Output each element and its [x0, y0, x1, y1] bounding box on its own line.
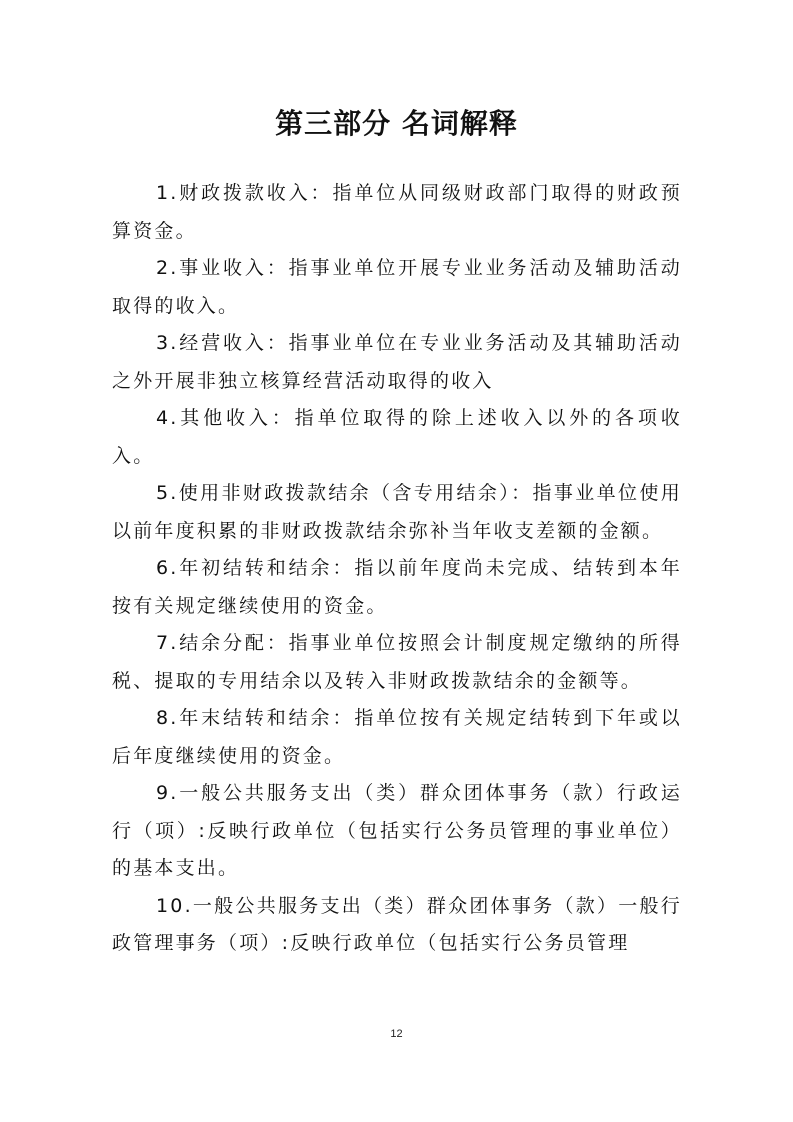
glossary-item-7: 7.结余分配：指事业单位按照会计制度规定缴纳的所得税、提取的专用结余以及转入非财政拨款结余的金额等。	[112, 632, 682, 692]
page-title: 第三部分 名词解释	[275, 107, 518, 140]
page-number: 12	[390, 1028, 403, 1040]
glossary-item-9: 9.一般公共服务支出（类）群众团体事务（款）行政运行（项）:反映行政单位（包括实行公务员管理的事业单位）的基本支出。	[112, 782, 682, 879]
glossary-item-1: 1.财政拨款收入：指单位从同级财政部门取得的财政预算资金。	[112, 182, 682, 242]
glossary-body	[112, 175, 682, 963]
glossary-item-5: 5.使用非财政拨款结余（含专用结余）：指事业单位使用以前年度积累的非财政拨款结余弥补当年收支差额的金额。	[112, 482, 682, 542]
glossary-item-4: 4.其他收入：指单位取得的除上述收入以外的各项收入。	[112, 407, 682, 467]
glossary-item-3: 3.经营收入：指事业单位在专业业务活动及其辅助活动之外开展非独立核算经营活动取得的收入	[112, 332, 682, 392]
glossary-item-6: 6.年初结转和结余：指以前年度尚未完成、结转到本年按有关规定继续使用的资金。	[112, 557, 682, 617]
glossary-item-8: 8.年末结转和结余：指单位按有关规定结转到下年或以后年度继续使用的资金。	[112, 707, 682, 767]
glossary-item-10: 10.一般公共服务支出（类）群众团体事务（款）一般行政管理事务（项）:反映行政单位（包括实行公务员管理	[112, 894, 682, 954]
glossary-item-2: 2.事业收入：指事业单位开展专业业务活动及辅助活动取得的收入。	[112, 257, 682, 317]
